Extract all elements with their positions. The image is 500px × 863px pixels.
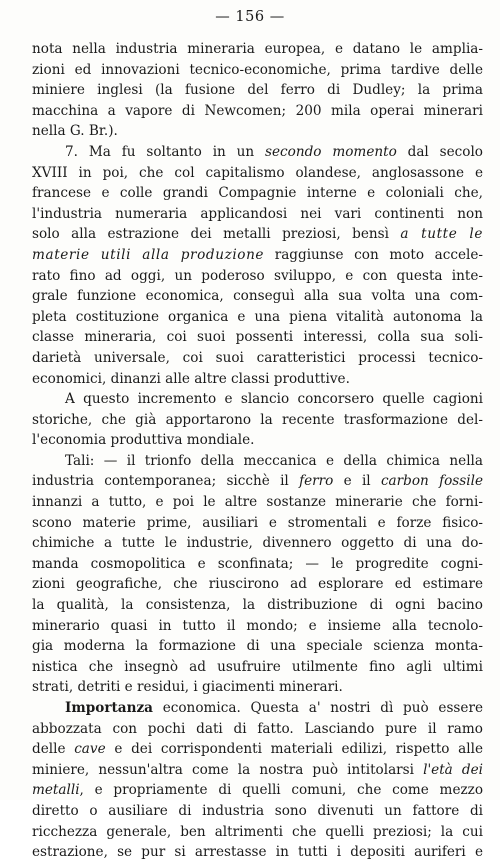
text-run: e il <box>333 473 381 490</box>
emphasis-text: ferro <box>299 473 334 490</box>
text-run: miniere, nessun'altra come la nostra può intitolarsi <box>32 761 424 778</box>
text-line <box>32 245 483 266</box>
text-line: storiche, che già apportarono la recente trasformazione del- <box>32 411 483 428</box>
text-line: gia moderna la formazione di una speciale scienza monta- <box>32 638 483 655</box>
section-heading: Importanza <box>65 700 153 716</box>
emphasis-text: l'età dei <box>423 761 483 778</box>
text-run: raggiunse con moto accele- <box>264 246 483 263</box>
text-line: zioni ed innovazioni tecnico-economiche, prima tardive delle <box>32 61 483 78</box>
emphasis-text: cave <box>74 741 106 758</box>
text-run: solo alla estrazione dei metalli preziosi, bensì <box>32 226 401 243</box>
text-line <box>32 760 483 781</box>
body-text <box>32 39 483 863</box>
text-line: nella G. Br.). <box>32 123 118 140</box>
text-line: minerario quasi in tutto il mondo; e insieme alla tecnolo- <box>32 617 483 634</box>
text-line: l'industria numeraria applicandosi nei vari continenti non <box>32 205 483 222</box>
section-heading-line <box>32 698 483 719</box>
emphasis-text: carbon fossile <box>380 473 483 490</box>
paragraph-7-start <box>32 142 483 163</box>
emphasis-text: metalli <box>32 782 80 799</box>
emphasis-text: secondo momento <box>265 143 397 160</box>
text-line: darietà universale, coi suoi caratteristici processi tecnico- <box>32 349 483 366</box>
text-line: innanzi a tutto, e poi le altre sostanze minerarie che forni- <box>32 494 483 511</box>
text-line: pleta costituzione organica e una piena vitalità autonoma la <box>32 308 483 325</box>
text-line: francese e colle grandi Compagnie interne e coloniali che, <box>32 185 483 202</box>
text-line: rato fino ad oggi, un poderoso sviluppo, e con questa inte- <box>32 267 483 284</box>
text-line <box>32 739 483 760</box>
text-line: nota nella industria mineraria europea, e datano le amplia- <box>32 41 483 57</box>
text-line: estrazione, se pur si arrestasse in tutti i depositi auriferi e <box>32 844 483 861</box>
text-line: classe mineraria, coi suoi possenti interessi, colla sua soli- <box>32 329 483 346</box>
paragraph-start: A questo incremento e slancio concorsero quelle cagioni <box>65 391 483 408</box>
text-line: grale funzione economica, conseguì alla sua volta una com- <box>32 288 483 305</box>
text-line: miniere inglesi (la fusione del ferro di Dudley; la prima <box>32 82 483 99</box>
text-line: chimiche a tutte le industrie, divennero oggetto di una do- <box>32 535 483 552</box>
text-run: industria contemporanea; sicchè il <box>32 473 300 490</box>
text-run: delle <box>32 741 75 758</box>
text-line: nistica che insegnò ad usufruire utilmente fino agli ultimi <box>32 658 483 675</box>
text-line <box>32 471 483 492</box>
emphasis-text: materie utili alla produzione <box>32 246 265 263</box>
paragraph-start: Tali: — il trionfo della meccanica e della chimica nella <box>65 452 483 469</box>
text-line: strati, detriti e residui, i giacimenti minerari. <box>32 679 343 696</box>
emphasis-text: a tutte le <box>400 226 483 243</box>
text-line: ricchezza generale, ben altrimenti che quelli preziosi; la cui <box>32 823 483 840</box>
text-run: 7. Ma fu soltanto in un <box>65 143 266 160</box>
text-line: XVIII in poi, che col capitalismo olandese, anglosassone e <box>32 164 483 181</box>
text-line <box>32 780 483 801</box>
text-line: macchina a vapore di Newcomen; 200 mila operai minerari <box>32 102 483 119</box>
text-line: l'economia produttiva mondiale. <box>32 432 255 449</box>
text-run: dal secolo <box>396 143 483 160</box>
text-line: abbozzata con pochi dati di fatto. Lasciando pure il ramo <box>32 720 483 737</box>
text-run: , e propriamente di quelli comuni, che come mezzo <box>79 782 483 799</box>
text-line <box>32 224 483 245</box>
text-run: e dei corrispondenti materiali edilizi, rispetto alle <box>105 741 483 758</box>
text-run: economica. Questa a' nostri dì può essere <box>152 700 483 716</box>
text-line: manda cosmopolitica e sconfinata; — le progredite cogni- <box>32 555 483 572</box>
text-line: diretto o ausiliare di industria sono divenuti un fattore di <box>32 802 483 819</box>
page-number: — 156 — <box>215 9 285 25</box>
text-line: zioni geografiche, che riuscirono ad esplorare ed estimare <box>32 576 483 593</box>
text-line: la qualità, la consistenza, la distribuzione di ogni bacino <box>32 597 483 614</box>
text-line: economici, dinanzi alle altre classi produttive. <box>32 370 350 387</box>
text-line: scono materie prime, ausiliari e stromentali e forze fisico- <box>32 514 483 531</box>
